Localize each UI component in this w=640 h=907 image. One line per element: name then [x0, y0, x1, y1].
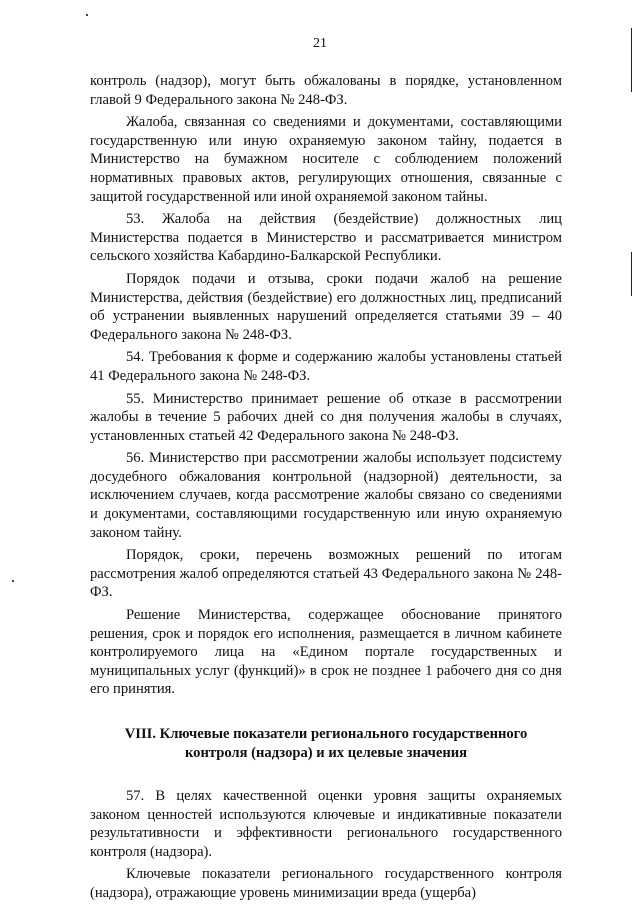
section-heading-line-1: VIII. Ключевые показатели регионального государственного [124, 726, 528, 742]
paragraph-1: Жалоба, связанная со сведениями и документами, составляющими государственную или иную охраняемую законом тайну, подается в Министерство на бумажном носителе с соблюдением положений нормативных правовых актов, регулирующих отношения, связанные с защитой государственной или иной охраняемой законом тайны. [90, 114, 562, 205]
paragraph-7: Порядок, сроки, перечень возможных решений по итогам рассмотрения жалоб определяются статьей 43 Федерального закона № 248-ФЗ. [90, 547, 562, 601]
paragraph-9: 57. В целях качественной оценки уровня защиты охраняемых законом ценностей используются ключевые и индикативные показатели результативности и эффективности регионального государственного контроля (надзора). [90, 788, 562, 860]
paragraph-10: Ключевые показатели регионального государственного контроля (надзора), отражающие уровень минимизации вреда (ущерба) [90, 866, 562, 901]
paragraph-5: 55. Министерство принимает решение об отказе в рассмотрении жалобы в течение 5 рабочих дней со дня получения жалобы в случаях, установленных статьей 42 Федерального закона № 248-ФЗ. [90, 390, 562, 444]
document-body [90, 72, 562, 907]
scan-margin-mark [631, 28, 632, 92]
paragraph-8: Решение Министерства, содержащее обоснование принятого решения, срок и порядок его исполнения, размещается в личном кабинете контролируемого лица на «Едином портале государственных и муниципальных услуг (функций)» в срок не позднее 1 рабочего дня со дня его принятия. [90, 607, 562, 698]
paragraph-4: 54. Требования к форме и содержанию жалобы установлены статьей 41 Федерального закона № 248-ФЗ. [90, 349, 562, 384]
paragraph-3: Порядок подачи и отзыва, сроки подачи жалоб на решение Министерства, действия (бездействие) его должностных лиц, предписаний об устранении выявленных нарушений определяется статьями 39 – 40 Федерального закона № 248-ФЗ. [90, 270, 562, 343]
scan-margin-mark [631, 252, 632, 296]
scan-speck [12, 580, 14, 582]
scan-speck [86, 14, 88, 16]
section-heading-line-2: контроля (надзора) и их целевые значения [184, 745, 468, 761]
paragraph-0: контроль (надзор), могут быть обжалованы в порядке, установленном главой 9 Федерального закона № 248-ФЗ. [90, 73, 562, 108]
paragraph-6: 56. Министерство при рассмотрении жалобы использует подсистему досудебного обжалования контрольной (надзорной) деятельности, за исключением случаев, когда рассмотрение жалобы связано со сведениями и документами, составляющими государственную или иную охраняемую законом тайну. [90, 450, 562, 541]
section-heading [90, 725, 562, 763]
paragraph-2: 53. Жалоба на действия (бездействие) должностных лиц Министерства подается в Министерство и рассматривается министром сельского хозяйства Кабардино-Балкарской Республики. [90, 211, 562, 265]
page-number: 21 [313, 36, 327, 51]
